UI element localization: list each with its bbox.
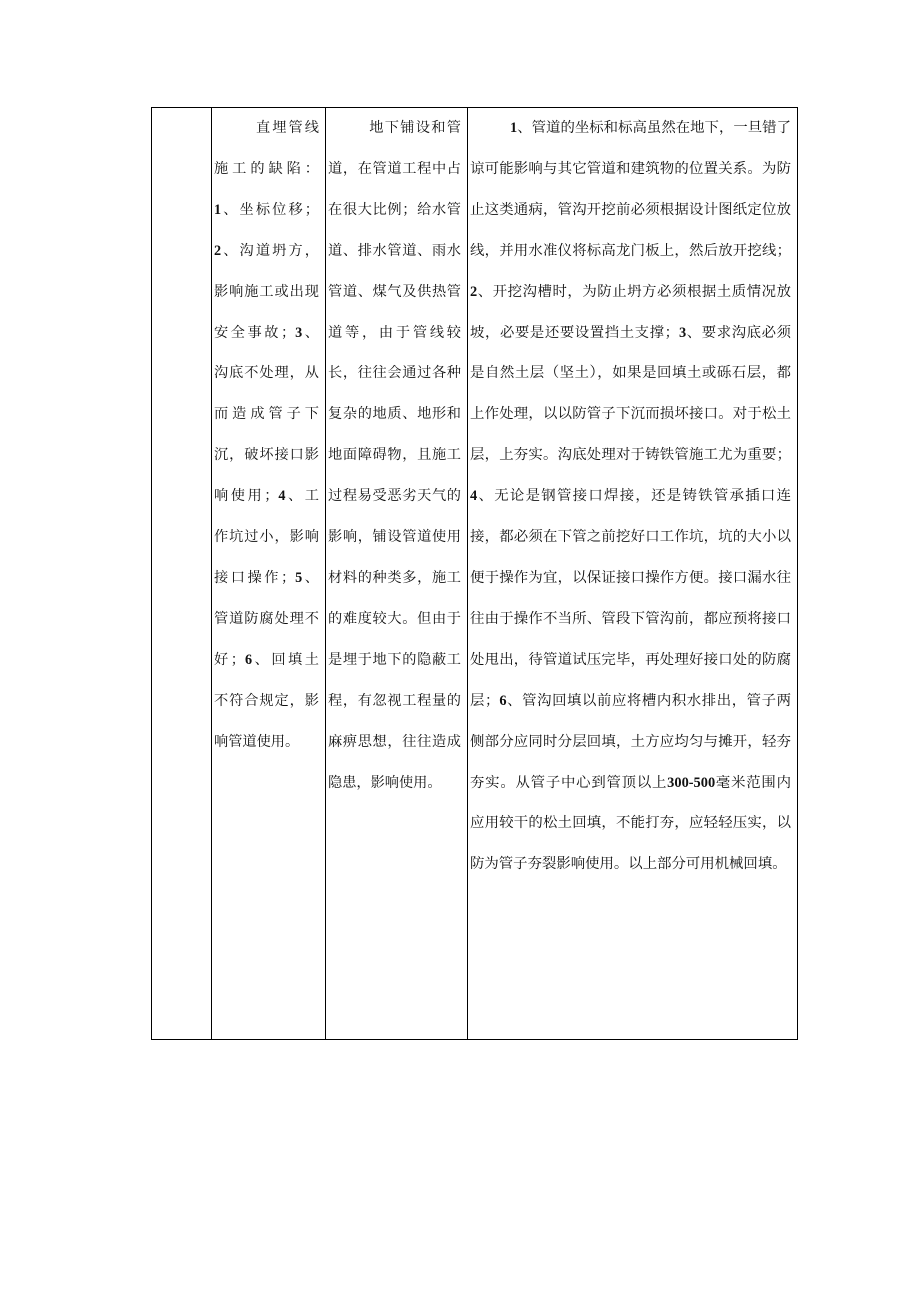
- item-number: 1: [214, 201, 222, 218]
- defects-table: [151, 107, 798, 1040]
- text-run: 毫米范围内应用较干的松土回填，不能打夯，应轻轻压实，以防为管子夯裂影响使用。以上部分可用机械回填。: [470, 774, 791, 873]
- text-run: 、管道的坐标和标高虽然在地下，一旦错了谅可能影响与其它管道和建筑物的位置关系。为防止这类通病，管沟开挖前必须根据设计图纸定位放线，并用水准仪将标高龙门板上，然后放开挖线；: [470, 120, 791, 259]
- text-run: 、要求沟底必须是自然土层（坚土），如果是回填土或砾石层，都上作处理，以以防管子下沉而损坏接口。对于松土层，上夯实。沟底处理对于铸铁管施工尤为重要；: [470, 324, 791, 464]
- text-run: 、沟底不处理，从而造成管子下沉，破坏接口影响使用；: [214, 324, 319, 505]
- item-number: 4: [470, 488, 478, 505]
- item-number: 1: [510, 120, 518, 136]
- item-number: 4: [278, 488, 286, 505]
- measures-text: [468, 108, 797, 885]
- item-number: 2: [214, 242, 222, 259]
- table-cell-description: [326, 108, 468, 1040]
- text-run: 直埋管线施工的缺陷：: [214, 120, 319, 177]
- item-number: 5: [295, 569, 303, 586]
- table-cell-blank: [152, 108, 212, 1040]
- text-run: 、管沟回填以前应将槽内积水排出，管子两侧部分应同时分层回填，土方应均匀与摊开，轻夯夯实。从管子中心到管顶以上: [470, 692, 791, 791]
- text-run: 、沟道坍方，影响施工或出现安全事故；: [214, 242, 319, 341]
- item-number: 6: [244, 651, 253, 668]
- table-row: [152, 108, 798, 1040]
- text-run: 、工作坑过小，影响接口操作；: [214, 488, 319, 586]
- text-run: 、无论是钢管接口焊接，还是铸铁管承插口连接，都必须在下管之前挖好口工作坑，坑的大小以便于操作为宜，以保证接口操作方便。接口漏水往往由于操作不当所、管段下管沟前，都应预将接口处甩出，待管道试压完毕，再处理好接口处的防腐层；: [470, 488, 791, 709]
- table-cell-measures: [468, 108, 798, 1040]
- defect-list-text: [212, 108, 325, 763]
- text-run: 、管道防腐处理不好；: [214, 569, 319, 668]
- text-run: 、开挖沟槽时，为防止坍方必须根据土质情况放坡，必要是还要设置挡土支撑；: [470, 283, 791, 341]
- text-run: 、回填土不符合规定，影响管道使用。: [214, 651, 319, 750]
- item-number: 6: [499, 692, 507, 709]
- description-text: [326, 108, 467, 803]
- item-number: 2: [470, 283, 478, 300]
- table-cell-defect-list: [212, 108, 326, 1040]
- item-number: 300-500: [667, 774, 716, 791]
- text-run: 地下铺设和管道，在管道工程中占在很大比例；给水管道、排水管道、雨水管道、煤气及供热管道等，由于管线较长，往往会通过各种复杂的地质、地形和地面障碍物，且施工过程易受恶劣天气的影响，铺设管道使用材料的种类多，施工的难度较大。但由于是埋于地下的隐蔽工程，有忽视工程量的麻痹思想，往往造成隐患，影响使用。: [328, 120, 461, 791]
- item-number: 3: [679, 324, 687, 341]
- text-run: 、坐标位移；: [221, 201, 319, 218]
- item-number: 3: [295, 324, 303, 341]
